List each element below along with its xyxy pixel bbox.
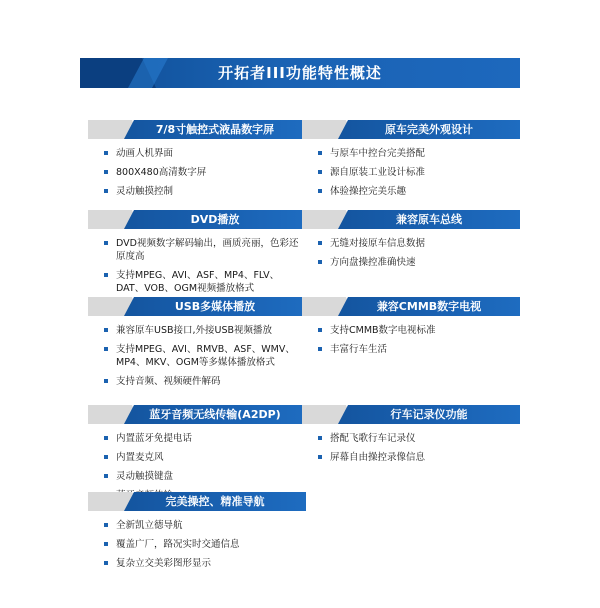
bullet-square-icon: [318, 151, 322, 155]
page-title: 开拓者III功能特性概述: [218, 64, 382, 82]
list-item-text: 灵动触摸键盘: [116, 471, 174, 482]
list-item: [318, 324, 520, 337]
section-dvd-playback: [88, 210, 306, 301]
section-header: [302, 297, 520, 316]
list-item: [318, 166, 520, 179]
list-item-text: 支持音频、视频硬件解码: [116, 376, 221, 387]
bullet-square-icon: [104, 189, 108, 193]
list-item: [318, 256, 520, 269]
section-heading: 原车完美外观设计: [385, 123, 473, 136]
list-item: [104, 451, 306, 464]
section-body: [88, 519, 306, 570]
bullet-square-icon: [104, 347, 108, 351]
list-item-text: 内置麦克风: [116, 452, 164, 463]
list-item-text: 无缝对接原车信息数据: [330, 238, 426, 249]
list-item-text: DVD视频数字解码输出，画质亮丽，色彩还原度高: [116, 238, 299, 262]
list-item-text: 动画人机界面: [116, 148, 174, 159]
section-original-bus: [302, 210, 520, 275]
bullet-square-icon: [104, 151, 108, 155]
bullet-square-icon: [104, 328, 108, 332]
list-item-text: 体验操控完美乐趣: [330, 186, 407, 197]
section-heading: 蓝牙音频无线传输(A2DP): [149, 408, 281, 421]
section-body: [88, 237, 306, 295]
section-header: [88, 120, 306, 139]
section-header: [302, 210, 520, 229]
list-item-text: 全新凯立德导航: [116, 520, 183, 531]
section-body: [302, 147, 520, 198]
list-item: [104, 324, 306, 337]
bullet-square-icon: [318, 189, 322, 193]
bullet-square-icon: [104, 436, 108, 440]
list-item-text: 与原车中控台完美搭配: [330, 148, 426, 159]
section-heading: 7/8寸触控式液晶数字屏: [155, 123, 275, 136]
list-item-text: 复杂立交美彩图形显示: [116, 558, 212, 569]
bullet-square-icon: [318, 436, 322, 440]
bullet-square-icon: [318, 170, 322, 174]
list-item-text: 支持MPEG、AVI、ASF、MP4、FLV、DAT、VOB、OGM视频播放格式: [116, 270, 280, 294]
bullet-square-icon: [104, 379, 108, 383]
section-header: [88, 405, 306, 424]
section-heading: DVD播放: [190, 213, 240, 226]
section-body: [88, 324, 306, 388]
section-header: [88, 297, 306, 316]
bullet-square-icon: [318, 241, 322, 245]
section-body: [302, 324, 520, 356]
section-navigation: [88, 492, 306, 576]
list-item: [318, 147, 520, 160]
list-item: [318, 185, 520, 198]
list-item-text: 内置蓝牙免提电话: [116, 433, 193, 444]
list-item: [104, 432, 306, 445]
list-item: [104, 166, 306, 179]
section-heading: 兼容原车总线: [396, 213, 462, 226]
section-heading: 兼容CMMB数字电视: [376, 300, 482, 313]
list-item: [104, 470, 306, 483]
list-item-text: 屏幕自由操控录像信息: [330, 452, 426, 463]
list-item: [318, 343, 520, 356]
section-body: [302, 237, 520, 269]
bullet-square-icon: [104, 474, 108, 478]
bullet-square-icon: [104, 455, 108, 459]
section-heading: 行车记录仪功能: [390, 408, 468, 421]
bullet-square-icon: [104, 241, 108, 245]
section-heading: USB多媒体播放: [174, 300, 256, 313]
section-heading: 完美操控、精准导航: [165, 495, 265, 508]
list-item-text: 800X480高清数字屏: [116, 167, 207, 178]
list-item: [318, 432, 520, 445]
list-item: [104, 557, 306, 570]
bullet-square-icon: [318, 347, 322, 351]
section-lcd-screen: [88, 120, 306, 204]
section-header: [302, 405, 520, 424]
bullet-square-icon: [104, 170, 108, 174]
list-item-text: 覆盖广厂，路况实时交通信息: [116, 539, 240, 550]
section-exterior-design: [302, 120, 520, 204]
list-item-text: 丰富行车生活: [330, 344, 388, 355]
list-item: [104, 269, 306, 295]
list-item: [318, 237, 520, 250]
list-item: [104, 538, 306, 551]
section-header: [88, 210, 306, 229]
list-item-text: 搭配飞歌行车记录仪: [330, 433, 416, 444]
list-item: [104, 343, 306, 369]
section-body: [88, 147, 306, 198]
bullet-square-icon: [318, 328, 322, 332]
section-header: [302, 120, 520, 139]
list-item: [104, 519, 306, 532]
bullet-square-icon: [104, 273, 108, 277]
list-item-text: 兼容原车USB接口,外接USB视频播放: [116, 325, 273, 336]
list-item-text: 灵动触摸控制: [116, 186, 174, 197]
bullet-square-icon: [104, 561, 108, 565]
bullet-square-icon: [104, 542, 108, 546]
section-usb-multimedia: [88, 297, 306, 394]
list-item: [104, 237, 306, 263]
list-item-text: 方向盘操控准确快速: [330, 257, 416, 268]
list-item-text: 源自原装工业设计标准: [330, 167, 426, 178]
list-item-text: 支持CMMB数字电视标准: [330, 325, 436, 336]
section-body: [302, 432, 520, 464]
list-item: [104, 185, 306, 198]
list-item: [318, 451, 520, 464]
section-header: [88, 492, 306, 511]
section-cmmb-tv: [302, 297, 520, 362]
bullet-square-icon: [104, 523, 108, 527]
list-item: [104, 147, 306, 160]
list-item: [104, 375, 306, 388]
page-title-banner: [80, 58, 520, 88]
bullet-square-icon: [318, 260, 322, 264]
list-item-text: 支持MPEG、AVI、RMVB、ASF、WMV、MP4、MKV、OGM等多媒体播放格式: [116, 344, 295, 368]
section-dashcam: [302, 405, 520, 470]
bullet-square-icon: [318, 455, 322, 459]
